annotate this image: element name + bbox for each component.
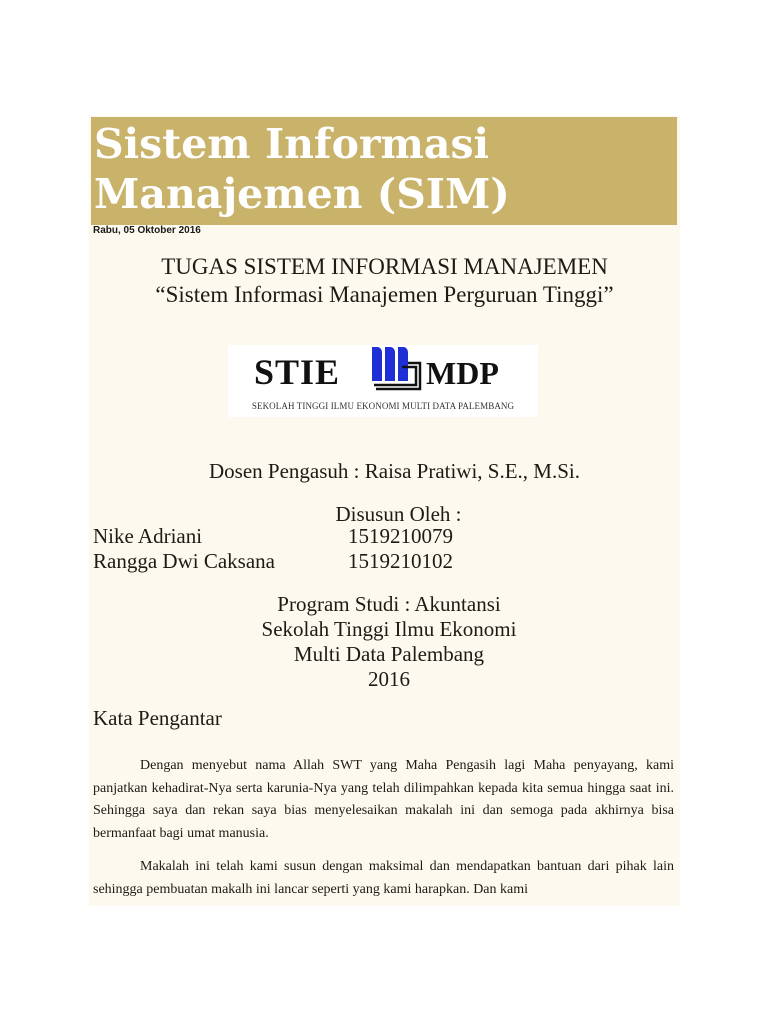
author-student-id: 1519210079 [348,524,453,548]
paragraph-text: Dengan menyebut nama Allah SWT yang Maha Pengasih lagi Maha penyayang, kami panjatkan kehadirat-Nya serta karunia-Nya yang telah dilimpahkan kepada kita semua hingga saat ini. Sehingga saya dan rekan saya bias menyelesaikan makalah ini dan semoga pada akhirnya bisa bermanfaat bagi umat manusia. [93,758,674,841]
author-name: Nike Adriani [93,524,203,548]
logo-text-mdp: MDP [426,355,499,391]
post-date: Rabu, 05 Oktober 2016 [93,225,201,236]
logo-text-stie: STIE [254,352,341,392]
document-subtitle: “Sistem Informasi Manajemen Perguruan Tinggi” [155,282,614,307]
paragraph-text: Makalah ini telah kami susun dengan maksimal dan mendapatkan bantuan dari pihak lain sehingga pembuatan makalh ini lancar seperti yang kami harapkan. Dan kami [93,859,674,897]
document-heading: TUGAS SISTEM INFORMASI MANAJEMEN [161,254,608,279]
institution-logo [228,345,538,417]
supervisor-line: Dosen Pengasuh : Raisa Pratiwi, S.E., M.Si. [209,459,580,483]
author-name: Rangga Dwi Caksana [93,549,275,573]
blog-title-line-1: Sistem Informasi [94,120,490,168]
blog-header-banner [91,117,677,225]
institution-line-1: Sekolah Tinggi Ilmu Ekonomi [261,617,517,641]
body-paragraph [93,755,674,845]
body-paragraph [93,856,674,901]
compiled-by-label: Disusun Oleh : [335,502,462,526]
program-study-line: Program Studi : Akuntansi [277,592,501,616]
institution-line-2: Multi Data Palembang [293,642,485,666]
logo-tagline: SEKOLAH TINGGI ILMU EKONOMI MULTI DATA PALEMBANG [251,401,515,411]
section-title-kata-pengantar: Kata Pengantar [93,706,222,730]
program-info [149,592,629,692]
blog-title[interactable] [94,119,510,219]
year-line: 2016 [368,667,410,691]
author-student-id: 1519210102 [348,549,453,573]
stie-mdp-logo-mark-icon [368,345,422,393]
blog-title-line-2: Manajemen (SIM) [94,170,510,218]
